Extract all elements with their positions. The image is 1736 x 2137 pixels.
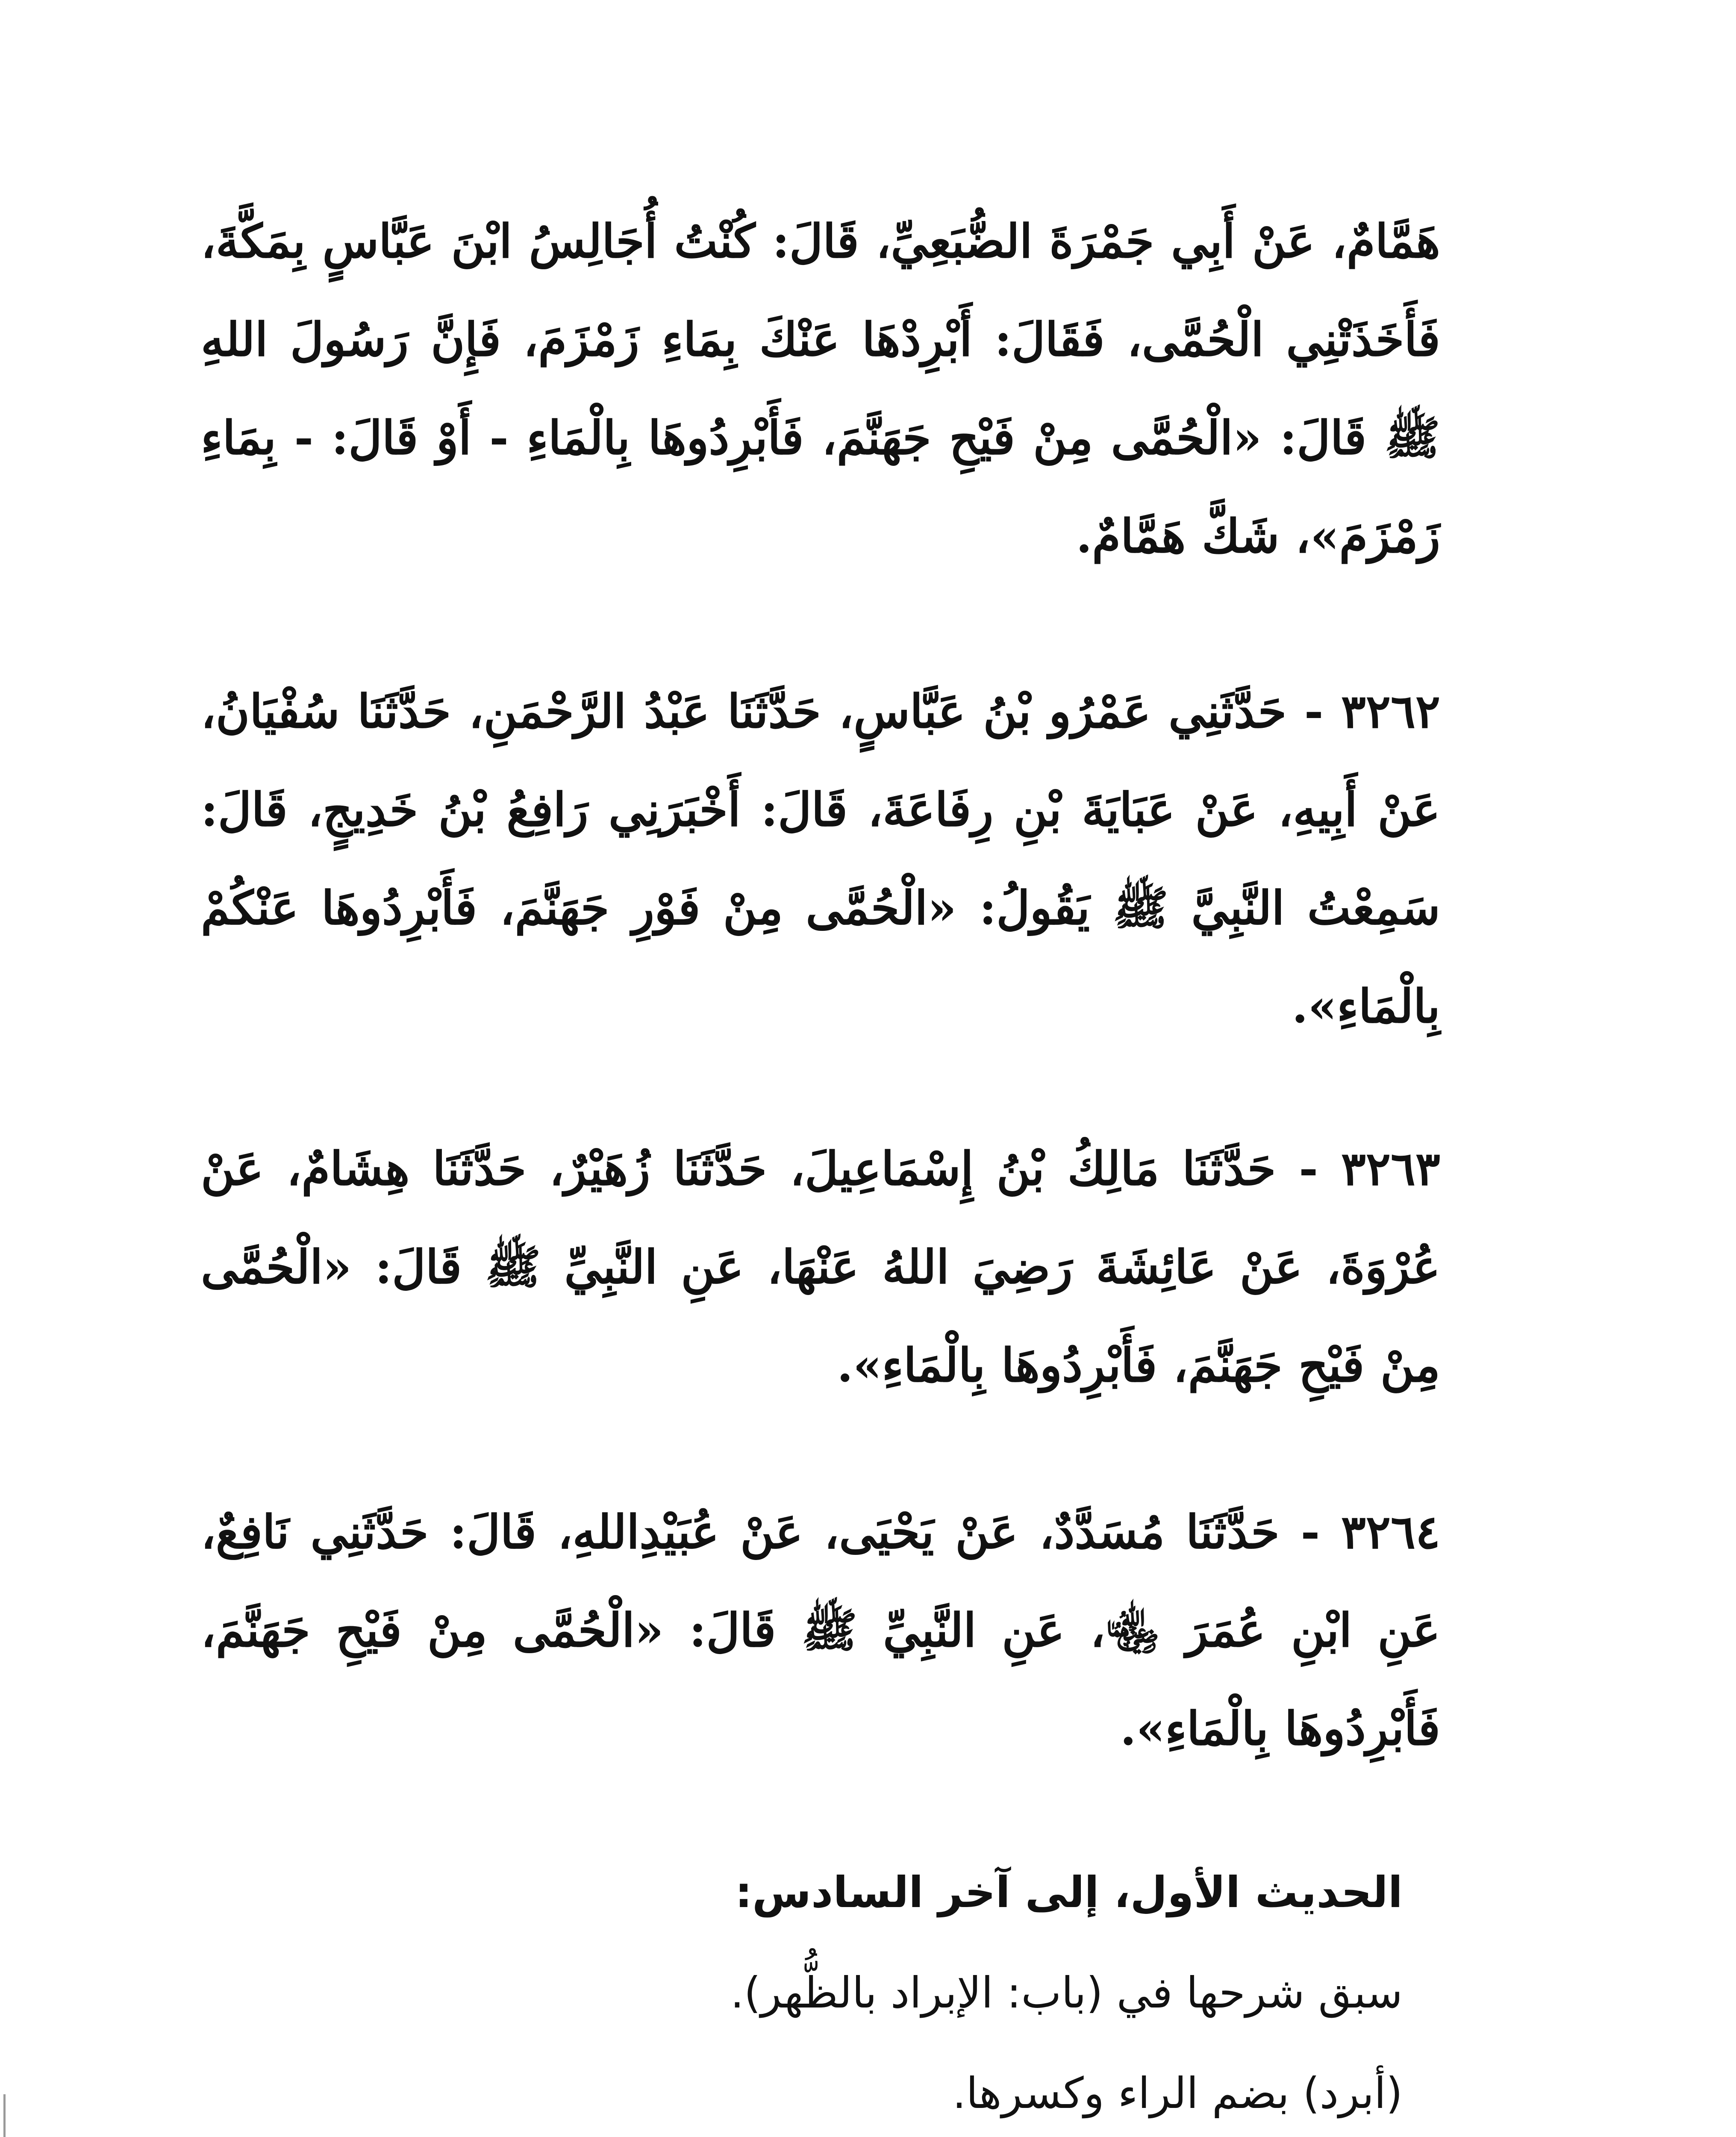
hadith-paragraph-continuation	[201, 192, 1440, 586]
hadith-paragraph-3263	[201, 1120, 1440, 1415]
commentary-line: سبق شرحها في (باب: الإبراد بالظُّهر).	[730, 1968, 1403, 2018]
commentary-heading: الحديث الأول، إلى آخر السادس:	[735, 1867, 1403, 1917]
commentary-line: (أبرد) بضم الراء وكسرها.	[952, 2068, 1403, 2118]
hadith-text: ٣٢٦٤ - حَدَّثَنَا مُسَدَّدٌ، عَنْ يَحْيَى، عَنْ عُبَيْدِاللهِ، قَالَ: حَدَّثَنِي نَافِعٌ، عَنِ ابْنِ عُمَرَ ﵄، عَنِ النَّبِيِّ ﷺ قَالَ: «الْحُمَّى مِنْ فَيْحِ جَهَنَّمَ، فَأَبْرِدُوهَا بِالْمَاءِ».	[201, 1505, 1440, 1756]
hadith-text: ٣٢٦٣ - حَدَّثَنَا مَالِكُ بْنُ إِسْمَاعِيلَ، حَدَّثَنَا زُهَيْرٌ، حَدَّثَنَا هِشَامٌ، عَنْ عُرْوَةَ، عَنْ عَائِشَةَ رَضِيَ اللهُ عَنْهَا، عَنِ النَّبِيِّ ﷺ قَالَ: «الْحُمَّى مِنْ فَيْحِ جَهَنَّمَ، فَأَبْرِدُوهَا بِالْمَاءِ».	[201, 1142, 1440, 1392]
hadith-text: ٣٢٦٢ - حَدَّثَنِي عَمْرُو بْنُ عَبَّاسٍ، حَدَّثَنَا عَبْدُ الرَّحْمَنِ، حَدَّثَنَا سُفْيَانُ، عَنْ أَبِيهِ، عَنْ عَبَايَةَ بْنِ رِفَاعَةَ، قَالَ: أَخْبَرَنِي رَافِعُ بْنُ خَدِيجٍ، قَالَ: سَمِعْتُ النَّبِيَّ ﷺ يَقُولُ: «الْحُمَّى مِنْ فَوْرِ جَهَنَّمَ، فَأَبْرِدُوهَا عَنْكُمْ بِالْمَاءِ».	[201, 685, 1440, 1033]
scan-edge-mark	[3, 2094, 6, 2137]
hadith-text: هَمَّامٌ، عَنْ أَبِي جَمْرَةَ الضُّبَعِيِّ، قَالَ: كُنْتُ أُجَالِسُ ابْنَ عَبَّاسٍ بِمَكَّةَ، فَأَخَذَتْنِي الْحُمَّى، فَقَالَ: أَبْرِدْهَا عَنْكَ بِمَاءِ زَمْزَمَ، فَإِنَّ رَسُولَ اللهِ ﷺ قَالَ: «الْحُمَّى مِنْ فَيْحِ جَهَنَّمَ، فَأَبْرِدُوهَا بِالْمَاءِ - أَوْ قَالَ: - بِمَاءِ زَمْزَمَ»، شَكَّ هَمَّامٌ.	[201, 215, 1440, 563]
hadith-paragraph-3262	[201, 662, 1440, 1056]
hadith-paragraph-3264	[201, 1483, 1440, 1778]
commentary-section	[291, 1842, 1403, 2137]
